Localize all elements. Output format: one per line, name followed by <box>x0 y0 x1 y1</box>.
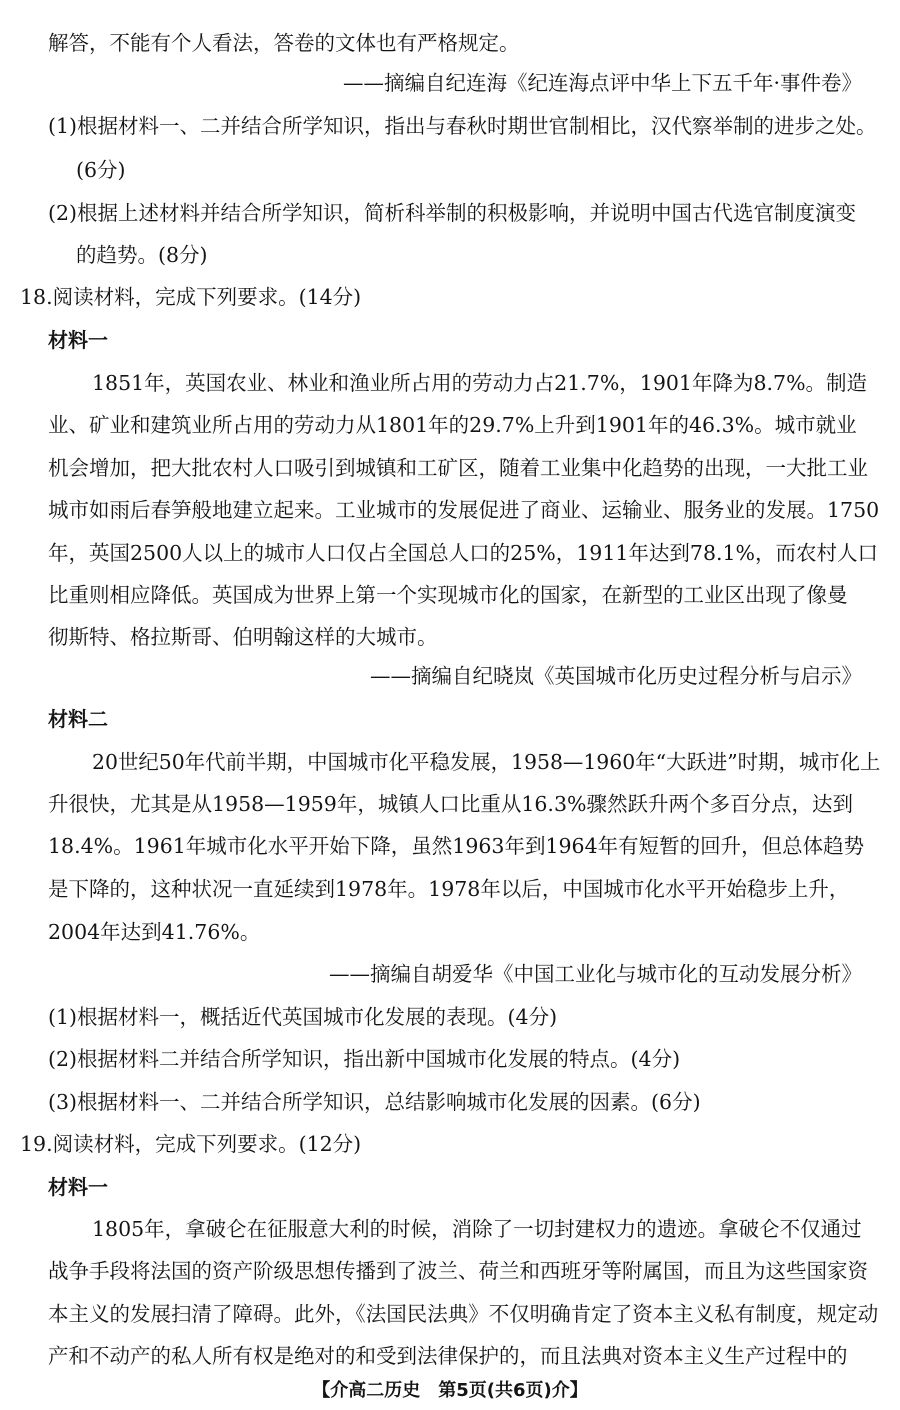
q17-continuation-line: 解答，不能有个人看法，答卷的文体也有严格规定。 <box>48 31 520 55</box>
q18-material-1-line: 机会增加，把大批农村人口吸引到城镇和工矿区，随着工业集中化趋势的出现，一大批工业 <box>48 456 868 480</box>
q17-subquestion-1-line-1: (1)根据材料一、二并结合所学知识，指出与春秋时期世官制相比，汉代察举制的进步之处。 <box>48 114 877 138</box>
q18-material-1-heading: 材料一 <box>48 328 108 352</box>
q18-subquestion-3: (3)根据材料一、二并结合所学知识，总结影响城市化发展的因素。(6分) <box>48 1090 701 1114</box>
q18-material-1-line: 比重则相应降低。英国成为世界上第一个实现城市化的国家，在新型的工业区出现了像曼 <box>48 583 848 607</box>
q18-material-2-line: 升很快，尤其是从1958—1959年，城镇人口比重从16.3%骤然跃升两个多百分点，达到 <box>48 792 853 816</box>
q18-material-1-line: 业、矿业和建筑业所占用的劳动力从1801年的29.7%上升到1901年的46.3%。城市就业 <box>48 413 857 437</box>
q17-subquestion-2-line-1: (2)根据上述材料并结合所学知识，简析科举制的积极影响，并说明中国古代选官制度演变 <box>48 201 857 225</box>
q18-material-1-line: 彻斯特、格拉斯哥、伯明翰这样的大城市。 <box>48 625 438 649</box>
q17-source-citation: ——摘编自纪连海《纪连海点评中华上下五千年·事件卷》 <box>342 71 862 95</box>
q18-material-1-line: 1851年，英国农业、林业和渔业所占用的劳动力占21.7%，1901年降为8.7%。制造 <box>92 371 868 395</box>
q19-material-1-line: 产和不动产的私人所有权是绝对的和受到法律保护的，而且法典对资本主义生产过程中的 <box>48 1344 848 1368</box>
q19-material-1-line: 1805年，拿破仑在征服意大利的时候，消除了一切封建权力的遗迹。拿破仑不仅通过 <box>92 1217 862 1241</box>
q18-subquestion-2: (2)根据材料二并结合所学知识，指出新中国城市化发展的特点。(4分) <box>48 1047 681 1071</box>
q18-material-2-line: 2004年达到41.76%。 <box>48 920 261 944</box>
q18-subquestion-1: (1)根据材料一，概括近代英国城市化发展的表现。(4分) <box>48 1005 558 1029</box>
q17-subquestion-2-line-2: 的趋势。(8分) <box>76 243 208 267</box>
page-footer: 【介高二历史 第5页(共6页)介】 <box>312 1380 588 1401</box>
q18-material-1-line: 城市如雨后春笋般地建立起来。工业城市的发展促进了商业、运输业、服务业的发展。1750 <box>48 498 880 522</box>
q19-material-1-heading: 材料一 <box>48 1175 108 1199</box>
q18-material-2-line: 18.4%。1961年城市化水平开始下降，虽然1963年到1964年有短暂的回升，但总体趋势 <box>48 834 865 858</box>
q18-material-2-line: 20世纪50年代前半期，中国城市化平稳发展，1958—1960年“大跃进”时期，城市化上 <box>92 750 881 774</box>
q18-material-1-line: 年，英国2500人以上的城市人口仅占全国总人口的25%，1911年达到78.1%，而农村人口 <box>48 541 879 565</box>
q18-material-2-line: 是下降的，这种状况一直延续到1978年。1978年以后，中国城市化水平开始稳步上升， <box>48 877 850 901</box>
q18-material-1-source: ——摘编自纪晓岚《英国城市化历史过程分析与启示》 <box>370 664 862 688</box>
q17-subquestion-1-line-2: (6分) <box>76 158 126 182</box>
q19-material-1-line: 本主义的发展扫清了障碍。此外，《法国民法典》不仅明确肯定了资本主义私有制度，规定动 <box>48 1302 879 1326</box>
q18-material-2-source: ——摘编自胡爱华《中国工业化与城市化的互动发展分析》 <box>329 962 862 986</box>
q18-title: 18.阅读材料，完成下列要求。(14分) <box>20 285 362 309</box>
q19-material-1-line: 战争手段将法国的资产阶级思想传播到了波兰、荷兰和西班牙等附属国，而且为这些国家资 <box>48 1259 868 1283</box>
q18-material-2-heading: 材料二 <box>48 707 108 731</box>
q19-title: 19.阅读材料，完成下列要求。(12分) <box>20 1132 362 1156</box>
